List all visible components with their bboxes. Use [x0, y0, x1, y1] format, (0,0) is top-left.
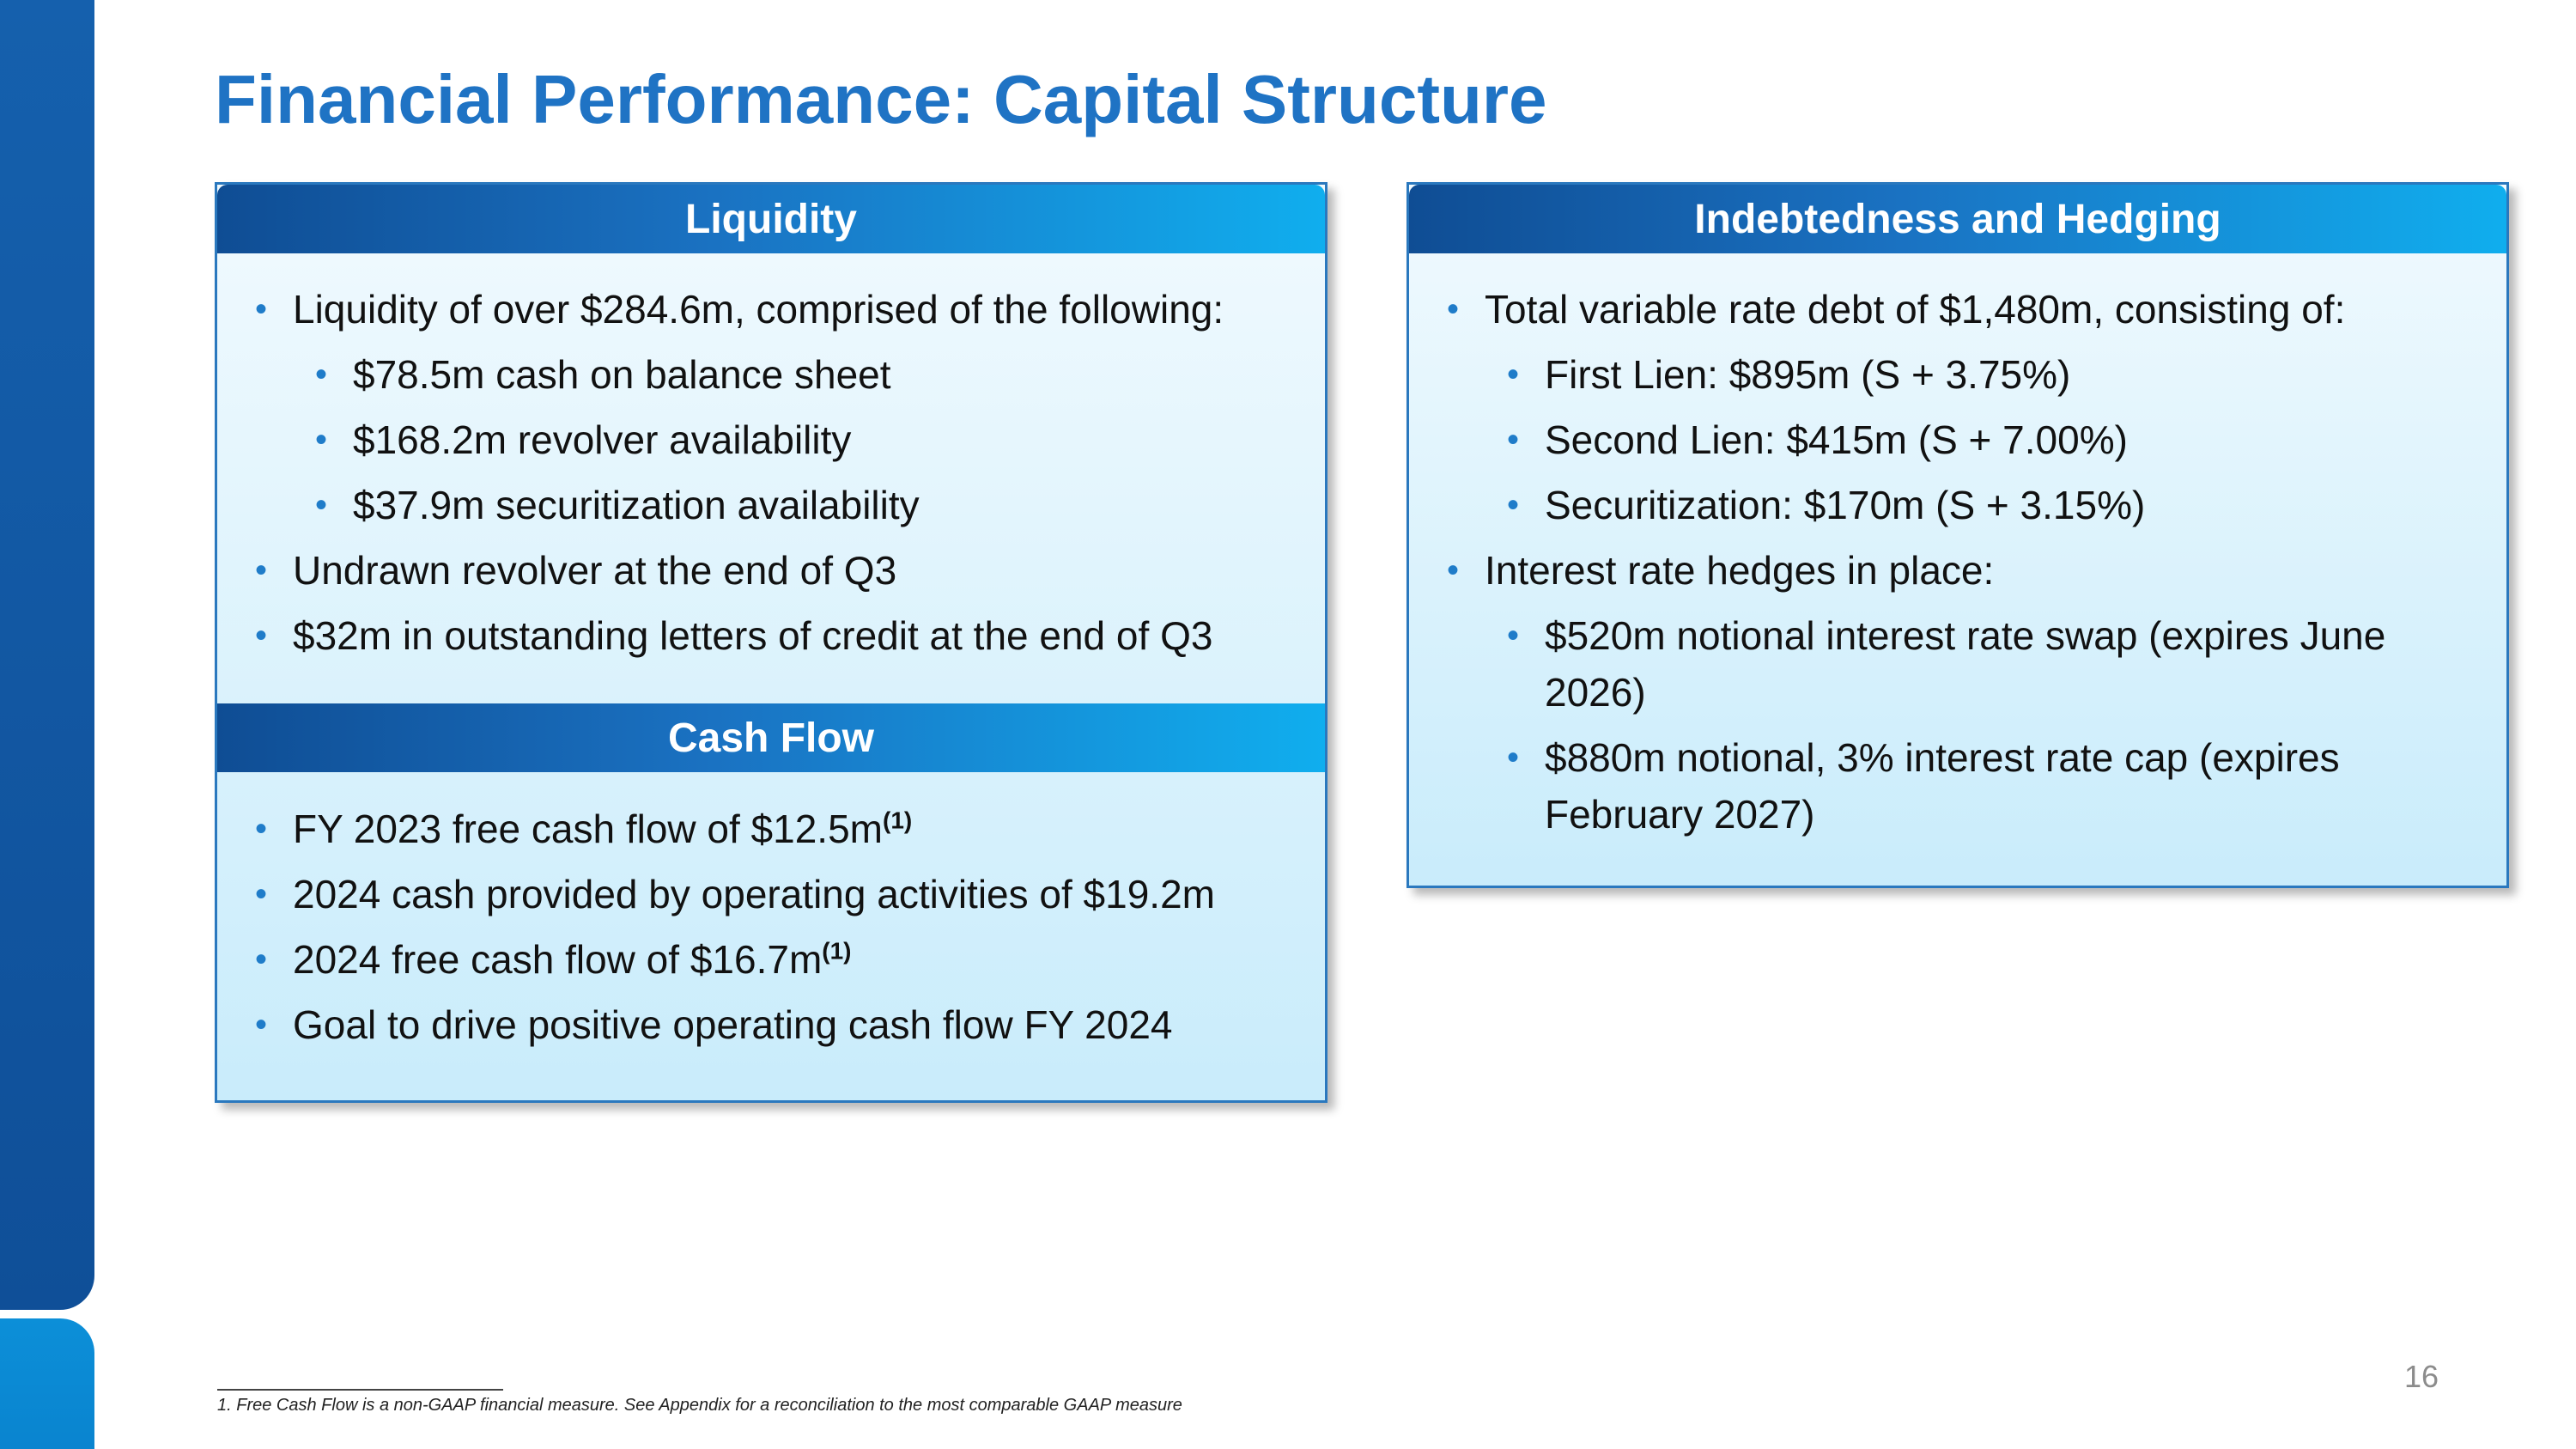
- list-item: • FY 2023 free cash flow of $\$12.5m^{(1)}$: [217, 801, 1325, 857]
- bullet-icon: •: [1507, 617, 1520, 654]
- bullet-icon: •: [1507, 486, 1520, 524]
- bullet-icon: •: [1507, 739, 1520, 776]
- liquidity-list: [217, 281, 1325, 673]
- footnote: 1. Free Cash Flow is a non-GAAP financial measure. See Appendix for a reconciliation to the most comparable GAAP measure: [217, 1396, 1182, 1415]
- indebtedness-list: [1409, 281, 2506, 851]
- list-item: • Goal to drive positive operating cash flow FY 2024: [217, 996, 1325, 1053]
- list-item: • Securitization: $170m (S + 3.15%): [1409, 477, 2506, 533]
- bullet-icon: •: [255, 290, 268, 328]
- liquidity-header: [217, 185, 1325, 253]
- list-item: • Undrawn revolver at the end of Q3: [217, 542, 1325, 599]
- bullet-icon: •: [315, 421, 328, 459]
- footnote-ref: (1): [883, 807, 913, 834]
- sidebar-accent-bottom: [0, 1318, 94, 1449]
- indebtedness-panel: [1406, 182, 2509, 888]
- bullet-icon: •: [315, 486, 328, 524]
- bullet-icon: •: [1507, 356, 1520, 393]
- bullet-icon: •: [1507, 421, 1520, 459]
- bullet-icon: •: [255, 810, 268, 848]
- list-item: • 2024 free cash flow of $\$16.7m^{(1)}$: [217, 931, 1325, 988]
- list-item: • $520m notional interest rate swap (expires June 2026): [1409, 607, 2506, 721]
- list-item: • $37.9m securitization availability: [217, 477, 1325, 533]
- sidebar-accent-top: [0, 0, 94, 1310]
- bullet-icon: •: [255, 941, 268, 978]
- liquidity-header-label: Liquidity: [685, 196, 857, 242]
- page-title: Financial Performance: Capital Structure: [215, 61, 1547, 137]
- cash-flow-header: [217, 703, 1325, 772]
- list-item: • $32m in outstanding letters of credit at the end of Q3: [217, 607, 1325, 664]
- bullet-icon: •: [255, 1006, 268, 1044]
- indebtedness-header: [1409, 185, 2506, 253]
- indebtedness-header-label: Indebtedness and Hedging: [1694, 196, 2221, 242]
- list-item: • $168.2m revolver availability: [217, 411, 1325, 468]
- list-item: • $78.5m cash on balance sheet: [217, 346, 1325, 403]
- list-item: • Interest rate hedges in place:: [1409, 542, 2506, 599]
- bullet-icon: •: [315, 356, 328, 393]
- bullet-icon: •: [1447, 290, 1460, 328]
- bullet-icon: •: [255, 617, 268, 654]
- list-item: • Liquidity of over $284.6m, comprised of the following:: [217, 281, 1325, 338]
- footnote-divider: [217, 1389, 503, 1391]
- bullet-icon: •: [255, 551, 268, 589]
- list-item: • 2024 cash provided by operating activities of $19.2m: [217, 866, 1325, 922]
- cash-flow-list: [217, 801, 1325, 1062]
- list-item: • Total variable rate debt of $1,480m, consisting of:: [1409, 281, 2506, 338]
- page-number: 16: [2404, 1359, 2439, 1394]
- list-item: • First Lien: $895m (S + 3.75%): [1409, 346, 2506, 403]
- liquidity-cashflow-panel: [215, 182, 1327, 1103]
- bullet-icon: •: [255, 875, 268, 913]
- bullet-icon: •: [1447, 551, 1460, 589]
- list-item: • Second Lien: $415m (S + 7.00%): [1409, 411, 2506, 468]
- footnote-ref: (1): [822, 937, 852, 965]
- cash-flow-header-label: Cash Flow: [667, 715, 875, 761]
- list-item: • $880m notional, 3% interest rate cap (expires February 2027): [1409, 729, 2506, 843]
